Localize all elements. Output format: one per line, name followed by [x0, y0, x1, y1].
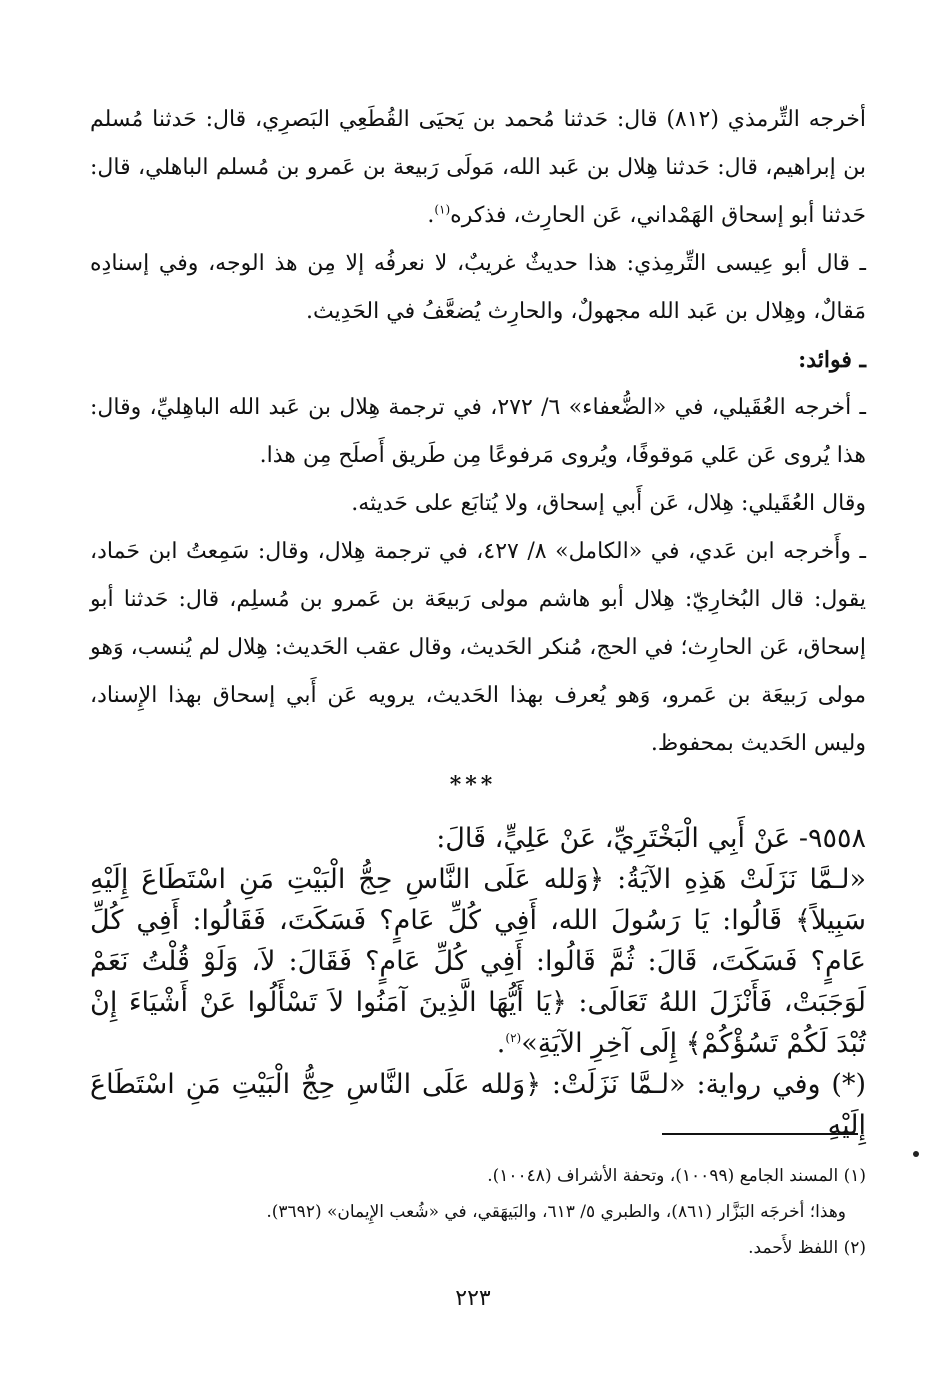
- footnote-ref-2: (٢): [505, 1031, 522, 1045]
- tirmidhi-comment-paragraph: ـ قال أبو عِيسى التِّرمِذي: هذا حديثٌ غريبٌ، لا نعرفُه إلا مِن هذ الوجه، وفي إسنادِه مَقالٌ، وهِلال بن عَبد الله مجهولٌ، والحارِث يُضعَّفُ في الحَدِيث.: [90, 251, 866, 324]
- hadith-text: [90, 859, 866, 1064]
- paragraph-text: أخرجه التِّرمذي (٨١٢) قال: حَدثنا مُحمد بن يَحيَى القُطَعِي البَصرِي، قال: حَدثنا مُسلم بن إبراهيم، قال: حَدثنا هِلال بن عَبد الله، مَولَى رَبيعة بن عَمرو بن مُسلم الباهلي، قال: حَدثنا أبو إسحاق الهَمْداني، عَن الحارِث، فذكره: [90, 107, 866, 228]
- footnote-1-continuation: وهذا؛ أخرجَه البَزَّار (٨٦١)، والطبري ٥/ ٦١٣، والبَيهَقي، في «شُعب الإِيمان» (٣٦٩٢).: [266, 1202, 846, 1222]
- page-number: ٢٢٣: [455, 1286, 491, 1311]
- ibn-adi-paragraph: ـ وأَخرجه ابن عَدي، في «الكامل» ٨/ ٤٢٧، في ترجمة هِلال، وقال: سَمِعتُ ابن حَماد، يقول: قال البُخارِيّ: هِلال أبو هاشم مولى رَبيعَة بن عَمرو بن مُسلِم، قال: حَدثنا أبو إسحاق، عَن الحارِث؛ في الحج، مُنكر الحَديث، وقال عقب الحَديث: هِلال لم يُنسب، وَهو مولى رَبيعَة بن عَمرو، وَهو يُعرف بهذا الحَديث، يرويه عَن أَبي إسحاق بهذا الإِسناد، وليس الحَديث بمحفوظ.: [90, 539, 867, 756]
- footnote-1: (١) المسند الجامع (١٠٠٩٩)، وتحفة الأشراف (١٠٠٤٨).: [487, 1166, 866, 1186]
- takhrij-paragraph: [90, 96, 866, 240]
- footnotes-section: [90, 1158, 866, 1266]
- fawaid-heading: ـ فوائد:: [798, 347, 866, 373]
- section-separator: ***: [449, 772, 497, 798]
- footnote-ref-1: (١): [434, 202, 451, 217]
- footnote-divider: [662, 1133, 858, 1135]
- footnote-2: (٢) اللفظ لأَحمد.: [748, 1238, 866, 1258]
- hadith-text-end: .: [496, 1028, 506, 1059]
- hadith-header: ٩٥٥٨- عَنْ أَبِي الْبَخْتَرِيِّ، عَنْ عَلِيٍّ، قَالَ:: [436, 823, 866, 854]
- hadith-section: [90, 818, 866, 1146]
- hadith-text-body: «لـمَّا نَزَلَتْ هَذِهِ الآيَةُ: ﴿وَلله عَلَى النَّاسِ حِجُّ الْبَيْتِ مَنِ اسْتَطَاعَ إِلَيْهِ سَبِيلاً﴾ قَالُوا: يَا رَسُولَ الله، أَفِي كُلِّ عَامٍ؟ فَسَكَتَ، فَقَالُوا: أَفِي كُلِّ عَامٍ؟ فَسَكَتَ، قَالَ: ثُمَّ قَالُوا: أَفِي كُلِّ عَامٍ؟ فَقَالَ: لاَ، وَلَوْ قُلْتُ نَعَمْ لَوَجَبَتْ، فَأَنْزَلَ اللهُ تَعَالَى: ﴿يَا أَيُّهَا الَّذِينَ آمَنُوا لاَ تَسْأَلُوا عَنْ أَشْيَاءَ إِنْ تُبْدَ لَكُمْ تَسُؤْكُمْ﴾ إِلَى آخِرِ الآيَةِ»: [90, 864, 866, 1059]
- commentary-section: [90, 96, 866, 768]
- hadith-variant: (*) وفي رواية: «لـمَّا نَزَلَتْ: ﴿وَلله عَلَى النَّاسِ حِجُّ الْبَيْتِ مَنِ اسْتَطَاعَ إِلَيْهِ: [90, 1069, 866, 1141]
- uqayli-note-paragraph: وقال العُقَيلي: هِلال، عَن أَبي إسحاق، ولا يُتابَع على حَديثه.: [351, 491, 866, 516]
- margin-dot: [913, 1151, 919, 1157]
- uqayli-paragraph: ـ أخرجه العُقَيلي، في «الضُّعفاء» ٦/ ٢٧٢، في ترجمة هِلال بن عَبد الله الباهِليِّ، وقال: هذا يُروى عَن عَلي مَوقوفًا، ويُروى مَرفوعًا مِن طَريق أَصلَح مِن هذا.: [90, 395, 867, 468]
- paragraph-end: .: [427, 203, 435, 228]
